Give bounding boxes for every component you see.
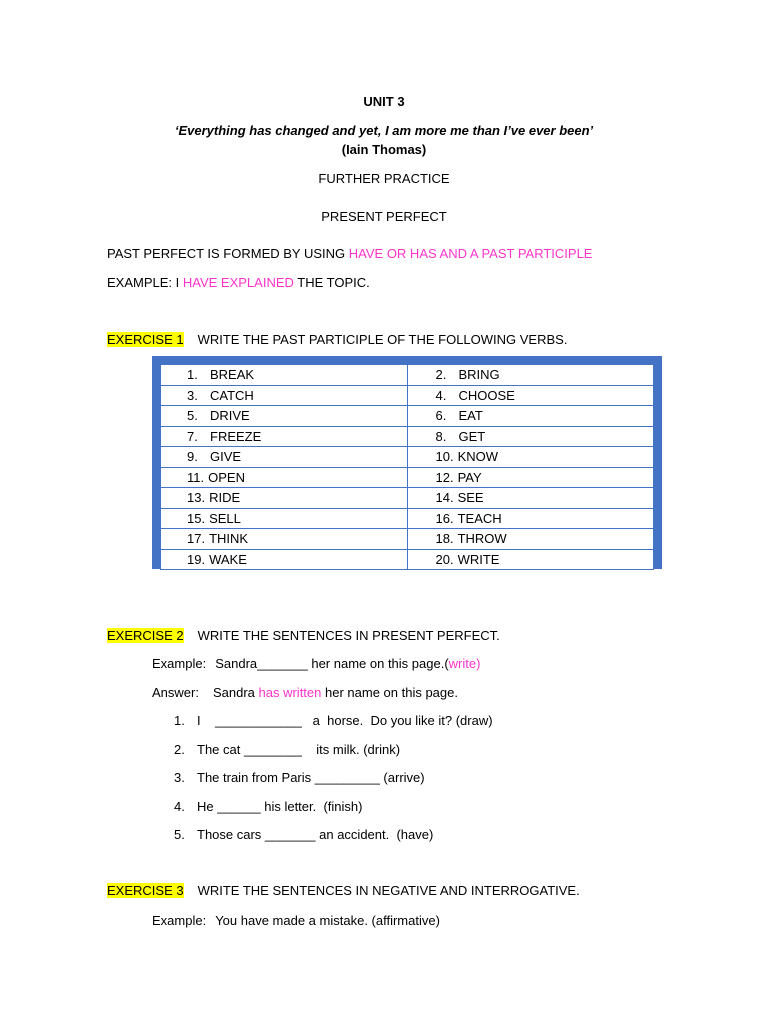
verb-cell (161, 365, 408, 386)
verb-number: 18. (435, 531, 454, 547)
verb-word: PAY (457, 469, 482, 485)
answer-highlight: has written (258, 685, 322, 700)
verb-table-row (161, 549, 654, 570)
verb-number: 6. (435, 408, 447, 424)
verb-word: BRING (458, 367, 500, 383)
verb-cell (161, 488, 408, 509)
item-text: Those cars _______ an accident. (have) (197, 827, 434, 842)
verb-cell (407, 488, 654, 509)
item-number: 3. (174, 770, 185, 785)
item-number: 1. (174, 713, 185, 728)
verb-table-row (161, 467, 654, 488)
verb-cell (161, 426, 408, 447)
verb-number: 13. (187, 490, 206, 506)
verb-number: 3. (187, 387, 198, 403)
verb-word: FREEZE (210, 428, 262, 444)
exercise2-header (107, 628, 500, 644)
verb-cell (161, 549, 408, 570)
verb-table-row (161, 406, 654, 427)
verb-word: SEE (457, 490, 484, 506)
verb-word: WRITE (457, 551, 500, 567)
exercise1-label: EXERCISE 1 (107, 332, 184, 347)
verb-table-frame (152, 356, 662, 569)
verb-number: 16. (435, 510, 454, 526)
rule-highlight: HAVE OR HAS AND A PAST PARTICIPLE (348, 246, 593, 261)
verb-word: GIVE (210, 449, 242, 465)
example-label: Example: (152, 656, 207, 671)
verb-cell (407, 467, 654, 488)
exercise2-instruction: WRITE THE SENTENCES IN PRESENT PERFECT. (197, 628, 500, 643)
exercise3-example-text: You have made a mistake. (affirmative) (215, 913, 440, 928)
verb-word: WAKE (209, 551, 247, 567)
topic-heading: PRESENT PERFECT (321, 209, 447, 224)
verb-table-row (161, 447, 654, 468)
verb-word: CHOOSE (458, 387, 515, 403)
answer-prefix: Sandra (212, 685, 259, 700)
exercise3-label: EXERCISE 3 (107, 883, 184, 898)
verb-number: 20. (435, 551, 454, 567)
rule-text: PAST PERFECT IS FORMED BY USING (107, 246, 349, 261)
quote-author: (Iain Thomas) (341, 142, 427, 157)
exercise3-instruction: WRITE THE SENTENCES IN NEGATIVE AND INTERROGATIVE. (197, 883, 580, 898)
grammar-example (107, 275, 370, 291)
verb-cell (407, 426, 654, 447)
grammar-rule (107, 246, 592, 262)
verb-number: 5. (187, 408, 198, 424)
example-prefix: EXAMPLE: I (107, 275, 183, 290)
verb-word: SELL (209, 510, 241, 526)
example-close: ) (476, 656, 481, 671)
verb-word: RIDE (209, 490, 241, 506)
verb-number: 10. (435, 449, 454, 465)
verb-table-row (161, 488, 654, 509)
quote: ‘Everything has changed and yet, I am more me than I’ve ever been’ (174, 123, 594, 138)
item-text: The cat ________ its milk. (drink) (197, 742, 401, 757)
verb-cell (407, 365, 654, 386)
exercise3-header (107, 883, 580, 899)
further-practice-heading: FURTHER PRACTICE (318, 171, 450, 186)
verb-number: 14. (435, 490, 454, 506)
verb-cell (407, 549, 654, 570)
verb-number: 11. (187, 469, 205, 485)
verb-word: OPEN (208, 469, 245, 485)
verb-number: 4. (435, 387, 447, 403)
verb-cell (161, 508, 408, 529)
verb-table-row (161, 529, 654, 550)
exercise3-example-label: Example: (152, 913, 207, 928)
verb-number: 19. (187, 551, 206, 567)
verb-number: 1. (187, 367, 198, 383)
verb-cell (407, 385, 654, 406)
verb-cell (161, 529, 408, 550)
verb-table (160, 364, 654, 570)
verb-table-row (161, 508, 654, 529)
item-text: He ______ his letter. (finish) (197, 799, 363, 814)
verb-word: EAT (458, 408, 483, 424)
exercise2-answer (152, 685, 458, 701)
exercise2-label: EXERCISE 2 (107, 628, 184, 643)
exercise2-item (174, 742, 400, 758)
exercise2-item (174, 770, 425, 786)
verb-table-row (161, 365, 654, 386)
verb-number: 9. (187, 449, 198, 465)
verb-cell (161, 467, 408, 488)
verb-word: TEACH (457, 510, 502, 526)
verb-cell (407, 447, 654, 468)
verb-cell (407, 508, 654, 529)
verb-number: 7. (187, 428, 198, 444)
verb-word: CATCH (210, 387, 254, 403)
verb-word: GET (458, 428, 486, 444)
exercise2-example (152, 656, 480, 672)
example-suffix: THE TOPIC. (293, 275, 370, 290)
verb-number: 8. (435, 428, 447, 444)
verb-word: THROW (457, 531, 507, 547)
exercise3-example (152, 913, 440, 929)
answer-suffix: her name on this page. (321, 685, 458, 700)
item-number: 5. (174, 827, 185, 842)
example-sentence: Sandra_______ her name on this page.( (215, 656, 449, 671)
verb-cell (161, 447, 408, 468)
verb-cell (407, 406, 654, 427)
verb-table-row (161, 385, 654, 406)
item-number: 2. (174, 742, 185, 757)
exercise2-item (174, 827, 433, 843)
answer-label: Answer: (152, 685, 199, 700)
verb-word: DRIVE (210, 408, 250, 424)
verb-number: 15. (187, 510, 206, 526)
verb-number: 12. (435, 469, 454, 485)
verb-word: KNOW (457, 449, 499, 465)
verb-word: THINK (209, 531, 249, 547)
exercise2-item (174, 799, 362, 815)
example-hint: write (448, 656, 477, 671)
unit-title: UNIT 3 (363, 94, 405, 109)
verb-number: 17. (187, 531, 206, 547)
verb-table-row (161, 426, 654, 447)
exercise1-instruction: WRITE THE PAST PARTICIPLE OF THE FOLLOWING VERBS. (197, 332, 568, 347)
example-highlight: HAVE EXPLAINED (182, 275, 294, 290)
item-text: I ____________ a horse. Do you like it? (draw) (197, 713, 493, 728)
verb-word: BREAK (210, 367, 255, 383)
item-text: The train from Paris _________ (arrive) (197, 770, 425, 785)
verb-cell (407, 529, 654, 550)
verb-number: 2. (435, 367, 447, 383)
exercise1-header (107, 332, 567, 348)
verb-cell (161, 406, 408, 427)
exercise2-item (174, 713, 493, 729)
verb-cell (161, 385, 408, 406)
item-number: 4. (174, 799, 185, 814)
